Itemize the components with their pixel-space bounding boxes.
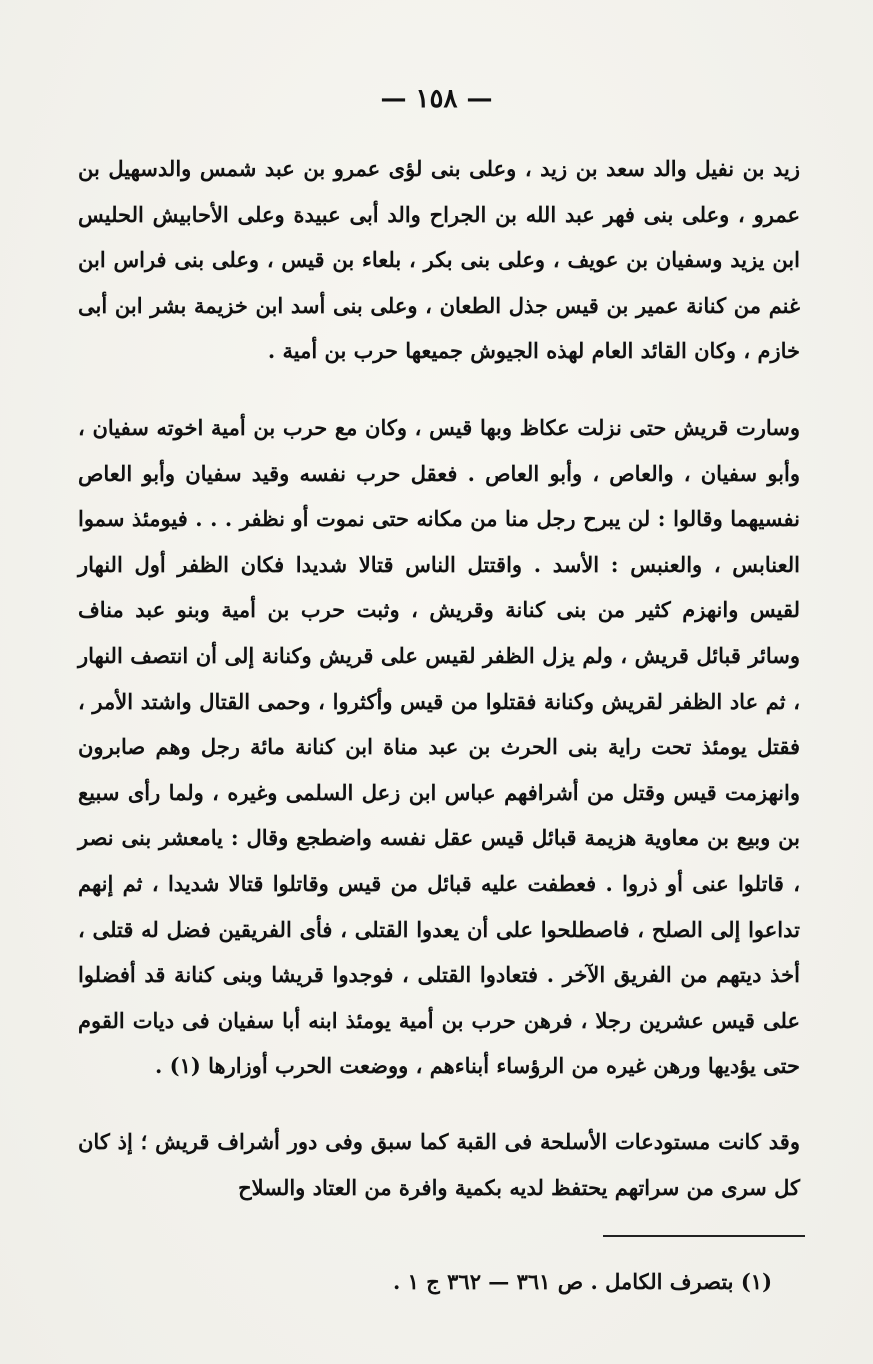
paragraph-2: وسارت قريش حتى نزلت عكاظ وبها قيس ، وكان مع حرب بن أمية اخوته سفيان ، وأبو سفيان ، والعاص ، وأبو العاص . فعقل حرب نفسه وقيد سفيان وأبو العاص نفسيهما وقالوا : لن يبرح رجل منا من مكانه حتى نموت أو نظفر . . . فيومئذ سموا العنابس ، والعنبس : الأسد . واقتتل الناس قتالا شديدا فكان الظفر أول النهار لقيس وانهزم كثير من بنى كنانة وقريش ، وثبت حرب بن أمية وبنو عبد مناف وسائر قبائل قريش ، ولم يزل الظفر لقيس على قريش وكنانة إلى أن انتصف النهار ، ثم عاد الظفر لقريش وكنانة فقتلوا من قيس وأكثروا ، وحمى القتال واشتد الأمر ، فقتل يومئذ تحت راية بنى الحرث بن عبد مناة ابن كنانة مائة رجل وهم صابرون وانهزمت قيس وقتل من أشرافهم عباس ابن زعل السلمى وغيره ، ولما رأى سبيع بن وبيع بن معاوية هزيمة قبائل قيس عقل نفسه واضطجع وقال : يامعشر بنى نصر ، قاتلوا عنى أو ذروا . فعطفت عليه قبائل من قيس وقاتلوا قتالا شديدا ، ثم إنهم تداعوا إلى الصلح ، فاصطلحوا على أن يعدوا القتلى ، فأى الفريقين فضل له قتلى ، أخذ ديتهم من الفريق الآخر . فتعادوا القتلى ، فوجدوا قريشا وبنى كنانة قد أفضلوا على قيس عشرين رجلا ، فرهن حرب بن أمية يومئذ ابنه أبا سفيان فى ديات القوم حتى يؤديها ورهن غيره من الرؤساء أبناءهم ، ووضعت الحرب أوزارها (١) . (78, 415, 800, 1079)
footnote-divider (603, 1235, 805, 1237)
paragraph-3: وقد كانت مستودعات الأسلحة فى القبة كما سبق وفى دور أشراف قريش ؛ إذ كان كل سرى من سراتهم يحتفظ لديه بكمية وافرة من العتاد والسلاح (78, 1129, 800, 1200)
page-number: — ١٥٨ — (380, 84, 493, 114)
footnote: (١) بتصرف الكامل . ص ٣٦١ — ٣٦٢ ج ١ . (393, 1269, 772, 1294)
paragraph-1: زيد بن نفيل والد سعد بن زيد ، وعلى بنى لؤى عمرو بن عبد شمس والدسهيل بن عمرو ، وعلى بنى فهر عبد الله بن الجراح والد أبى عبيدة وعلى الأحابيش الحليس ابن يزيد وسفيان بن عويف ، وعلى بنى بكر ، بلعاء بن قيس ، وعلى بنى فراس ابن غنم من كنانة عمير بن قيس جذل الطعان ، وعلى بنى أسد ابن خزيمة بشر ابن أبى خازم ، وكان القائد العام لهذه الجيوش جميعها حرب بن أمية . (78, 156, 800, 364)
